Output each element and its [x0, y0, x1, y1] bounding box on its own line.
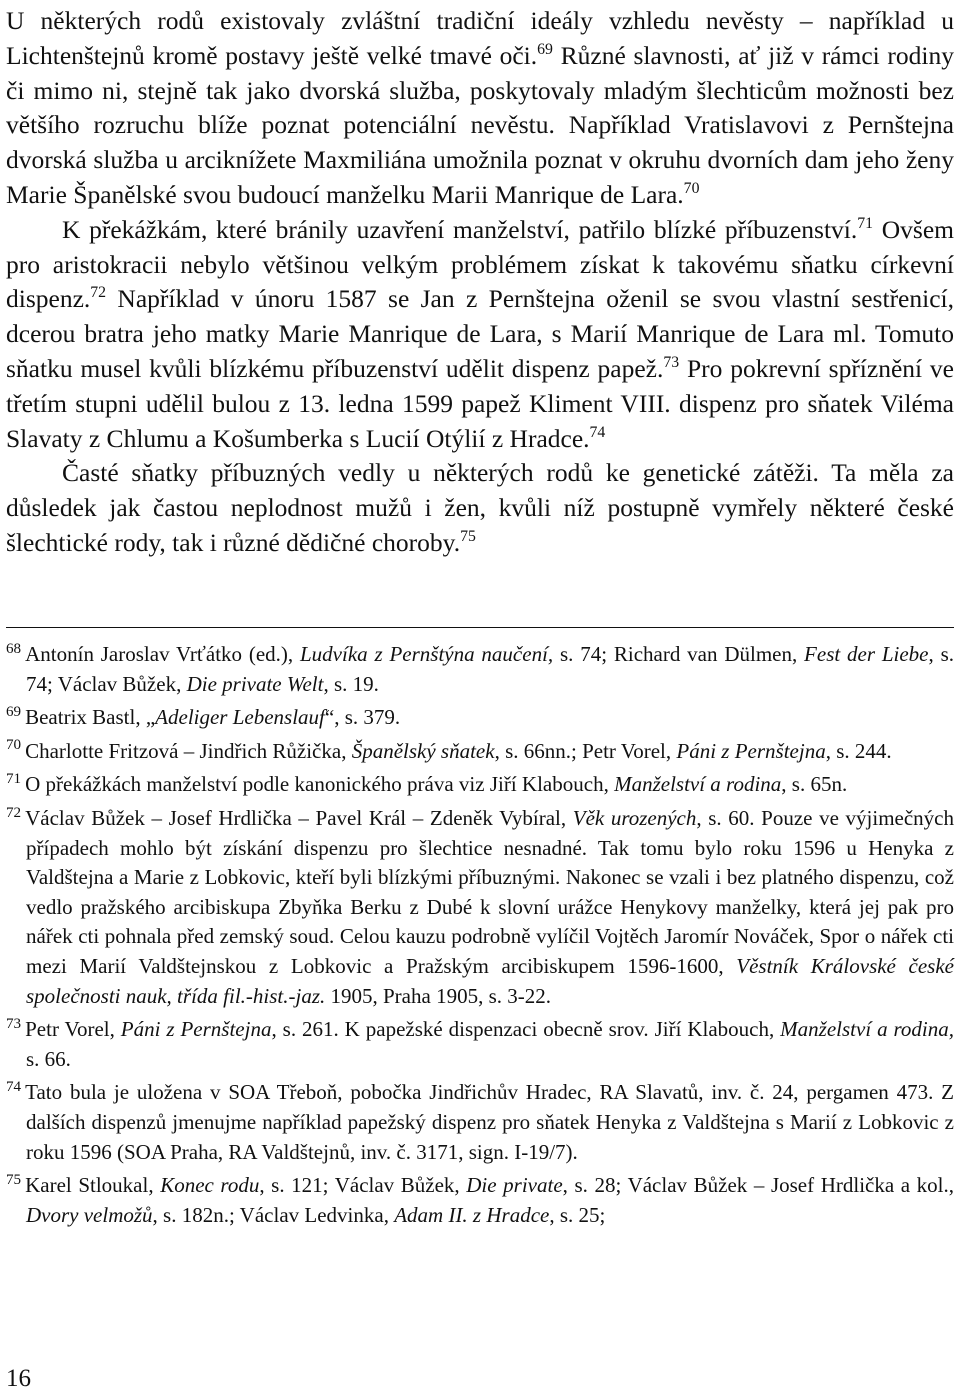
footnote: [6, 1078, 954, 1167]
footnote-reference: 72: [90, 284, 107, 302]
text-run: “, s. 379.: [324, 705, 401, 730]
italic-title: Manželství a rodina: [614, 772, 782, 797]
text-run: , s. 261. K papežské dispenzaci obecně srov. Jiří Klabouch,: [271, 1017, 781, 1042]
footnote: [6, 703, 954, 733]
text-run: Časté sňatky příbuzných vedly u některých rodů ke genetické zátěži. Ta měla za důsledek jak častou neplodnost mužů i žen, kvůli níž postupně vymřely některé české šlechtické rody, tak i různé dědičné choroby.: [6, 458, 954, 557]
text-run: Tato bula je uložena v SOA Třeboň, pobočka Jindřichův Hradec, RA Slavatů, inv. č. 24, pergamen 473. Z dalších dispenzů jmenujme například papežský dispenz pro sňatek Henyka z Valdštejna s Marií z Lobkovic z roku 1596 (SOA Praha, RA Valdštejnů, inv. č. 3171, sign. I-19/7).: [25, 1080, 954, 1164]
text-run: Václav Bůžek – Josef Hrdlička – Pavel Král – Zdeněk Vybíral,: [25, 805, 573, 830]
text-run: , s. 65n.: [781, 772, 848, 797]
footnote-reference: 74: [589, 423, 606, 441]
paragraph: [6, 213, 954, 457]
text-run: Ovšem pro aristokracii nebylo většinou velkým problémem získat k takovému sňatku církevní dispenz.: [6, 214, 954, 314]
footnote: [6, 1171, 954, 1230]
italic-title: Věstník Královské české společnosti nauk, třída fil.-hist.-jaz.: [26, 953, 954, 1008]
italic-title: Španělský sňatek: [351, 738, 495, 763]
text-run: s. 74; Richard van Dülmen,: [553, 642, 805, 666]
text-run: Různé slavnosti, ať již v rámci rodiny či mimo ni, stejně tak jako dvorská služba, poskytovaly mladým šlechticům možnosti bez většího rozruchu blíže poznat potenciální nevěstu. Například Vratislavovi z Pernštejna dvorská služba u arciknížete Maxmiliána umožnila poznat v okruhu dvorních dam jeho ženy Marie Španělské svou budoucí manželku Marii Manrique de Lara.: [6, 40, 954, 209]
footnote-number: 71: [6, 771, 22, 788]
text-run: Antonín Jaroslav Vrťátko (ed.),: [25, 642, 300, 666]
footnote-number: 69: [6, 703, 22, 720]
footnote: [6, 640, 954, 699]
footnote-number: 73: [6, 1015, 22, 1032]
footnote-reference: 73: [663, 354, 680, 372]
text-run: Například v únoru 1587 se Jan z Pernštejna oženil se svou vlastní sestřenicí, dcerou bratra jeho matky Marie Manrique de Lara, s Marií Manrique de Lara ml. Tomuto sňatku musel kvůli blízkému příbuzenství udělit dispenz papež.: [6, 284, 954, 383]
text-run: , s. 60. Pouze ve výjimečných případech mohlo být získání dispenzu pro šlechtice nesnadné. Tak tomu bylo roku 1596 u Henyka z Valdštejna a Marie z Lobkovic, kteří byli blízkými příbuznými. Nakonec se vzali i bez platného dispenzu, což vedlo pražského arcibiskupa Zbyňka Berku z Dubé k slovní urážce Henykovy manželky, která jej pak pro nářek cti pohnala před zemský soud. Celou kauzu podrobně vylíčil Vojtěch Jaromír Nováček, Spor o nářek cti mezi Marií Valdštejnskou z Lobkovic a Pražským arcibiskupem 1596-1600,: [26, 805, 955, 978]
footnote-reference: 70: [683, 180, 700, 198]
italic-title: Die private: [466, 1173, 563, 1198]
italic-title: Ludvíka z Pernštýna naučení,: [300, 642, 554, 666]
text-run: Petr Vorel,: [25, 1017, 121, 1042]
footnote-reference: 71: [857, 214, 874, 232]
text-run: , s. 28; Václav Bůžek – Josef Hrdlička a kol.,: [562, 1173, 954, 1198]
italic-title: Fest der Liebe: [804, 642, 929, 666]
italic-title: Dvory velmožů: [26, 1202, 153, 1227]
italic-title: Páni z Pernštejna: [120, 1017, 272, 1042]
text-run: Charlotte Fritzová – Jindřich Růžička,: [25, 738, 352, 763]
text-run: , s. 244.: [825, 738, 892, 763]
main-text: [6, 4, 954, 561]
text-run: Pro pokrevní spříznění ve třetím stupni udělil bulou z 13. ledna 1599 papež Kliment VIII. dispenz pro sňatek Viléma Slavaty z Chlumu a Košumberka s Lucií Otýlií z Hradce.: [6, 353, 954, 453]
italic-title: Die private Welt: [186, 671, 324, 696]
text-run: Karel Stloukal,: [25, 1173, 161, 1198]
footnote-reference: 69: [537, 41, 553, 58]
text-run: , s. 74; Václav Bůžek,: [26, 642, 954, 696]
italic-title: Adam II. z Hradce: [394, 1202, 550, 1227]
footnote: [6, 770, 954, 800]
text-run: , s. 66nn.; Petr Vorel,: [494, 738, 677, 763]
footnote-number: 70: [6, 737, 22, 754]
text-run: , s. 25;: [549, 1202, 606, 1227]
text-run: , s. 182n.; Václav Ledvinka,: [152, 1202, 395, 1227]
footnotes: [6, 640, 954, 1230]
footnote-separator: [6, 627, 954, 628]
text-run: Beatrix Bastl, „: [25, 705, 156, 730]
footnote-number: 75: [6, 1171, 22, 1188]
text-run: s. 66.: [26, 1046, 71, 1071]
footnote-number: 74: [6, 1079, 22, 1095]
footnote: [6, 737, 954, 767]
paragraph: [6, 456, 954, 560]
paragraph: [6, 4, 954, 213]
footnote: [6, 804, 954, 1011]
italic-title: Adeliger Lebenslauf: [155, 705, 325, 730]
text-run: U některých rodů existovaly zvláštní tradiční ideály vzhledu nevěsty – například u Lichtenštejnů kromě postavy ještě velké tmavé oči.: [6, 6, 954, 70]
document-page: [6, 0, 954, 1396]
italic-title: Páni z Pernštejna: [676, 738, 826, 763]
italic-title: Konec rodu: [160, 1173, 260, 1198]
page-number: 16: [6, 1365, 31, 1392]
text-run: , s. 19.: [323, 671, 379, 696]
text-run: 1905, Praha 1905, s. 3-22.: [325, 983, 551, 1008]
footnote-number: 72: [6, 804, 22, 821]
footnote-reference: 75: [460, 528, 476, 546]
footnote-number: 68: [6, 640, 22, 657]
text-run: , s. 121; Václav Bůžek,: [259, 1173, 467, 1198]
footnote: [6, 1015, 954, 1074]
text-run: O překážkách manželství podle kanonického práva viz Jiří Klabouch,: [25, 772, 615, 797]
italic-title: Manželství a rodina,: [780, 1017, 954, 1042]
text-run: K překážkám, které bránily uzavření manželství, patřilo blízké příbuzenství.: [62, 214, 858, 244]
italic-title: Věk urozených: [572, 805, 697, 830]
